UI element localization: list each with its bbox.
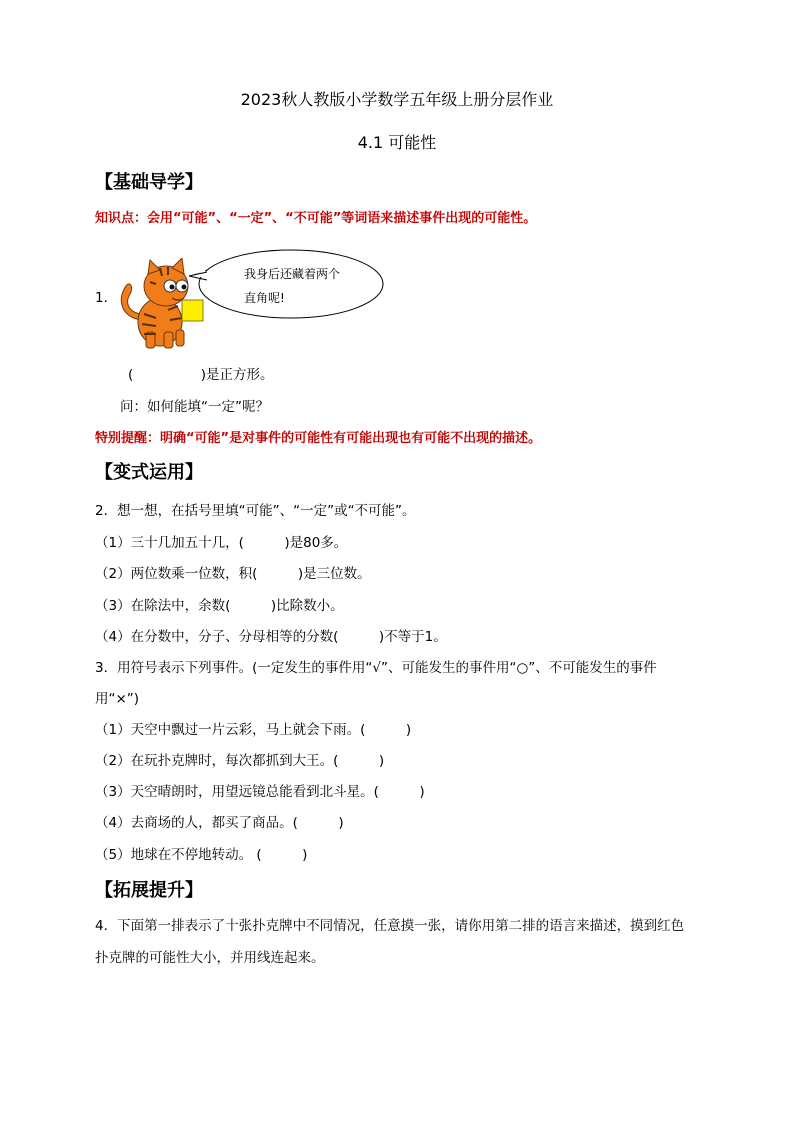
section-heading-basic: 【基础导学】 — [95, 172, 203, 193]
question-3-item: （5）地球在不停地转动。 ( ) — [95, 847, 308, 863]
question-3-stem-line-1: 3．用符号表示下列事件。(一定发生的事件用“√”、可能发生的事件用“○”、不可能发生的事件 — [95, 660, 657, 676]
question-3-item: （2）在玩扑克牌时，每次都抓到大王。( ) — [95, 753, 385, 769]
question-1-prompt: 问：如何能填“一定”呢？ — [120, 399, 269, 415]
section-heading-extend: 【拓展提升】 — [95, 880, 203, 901]
question-2-item: （3）在除法中，余数( )比除数小。 — [95, 598, 344, 614]
question-3-stem-line-2: 用“×”) — [95, 691, 140, 707]
question-2-item: （1）三十几加五十几，( )是80多。 — [95, 535, 348, 551]
special-reminder: 特别提醒：明确“可能”是对事件的可能性有可能出现也有可能不出现的描述。 — [95, 431, 542, 446]
question-3-item: （4）去商场的人，都买了商品。( ) — [95, 815, 344, 831]
question-4-line-1: 4．下面第一排表示了十张扑克牌中不同情况，任意摸一张，请你用第二排的语言来描述，摸到红色 — [95, 918, 685, 934]
question-2-item: （2）两位数乘一位数，积( )是三位数。 — [95, 566, 371, 582]
question-2-stem: 2．想一想，在括号里填“可能”、“一定”或“不可能”。 — [95, 503, 416, 519]
speech-bubble-text — [244, 262, 374, 310]
question-1-answer-line: ( )是正方形。 — [128, 367, 274, 383]
knowledge-point: 知识点：会用“可能”、“一定”、“不可能”等词语来描述事件出现的可能性。 — [95, 211, 537, 226]
document-subtitle: 4.1 可能性 — [357, 133, 437, 152]
speech-bubble-line-2: 直角呢! — [244, 291, 285, 305]
question-3-item: （3）天空晴朗时，用望远镜总能看到北斗星。( ) — [95, 784, 425, 800]
question-2-item: （4）在分数中，分子、分母相等的分数( )不等于1。 — [95, 629, 447, 645]
question-1-number: 1． — [95, 290, 118, 306]
question-4-line-2: 扑克牌的可能性大小，并用线连起来。 — [95, 950, 325, 966]
document-title: 2023秋人教版小学数学五年级上册分层作业 — [240, 90, 554, 109]
section-heading-variant: 【变式运用】 — [95, 462, 203, 483]
question-3-item: （1）天空中飘过一片云彩，马上就会下雨。( ) — [95, 722, 412, 738]
speech-bubble-line-1: 我身后还藏着两个 — [244, 267, 341, 281]
